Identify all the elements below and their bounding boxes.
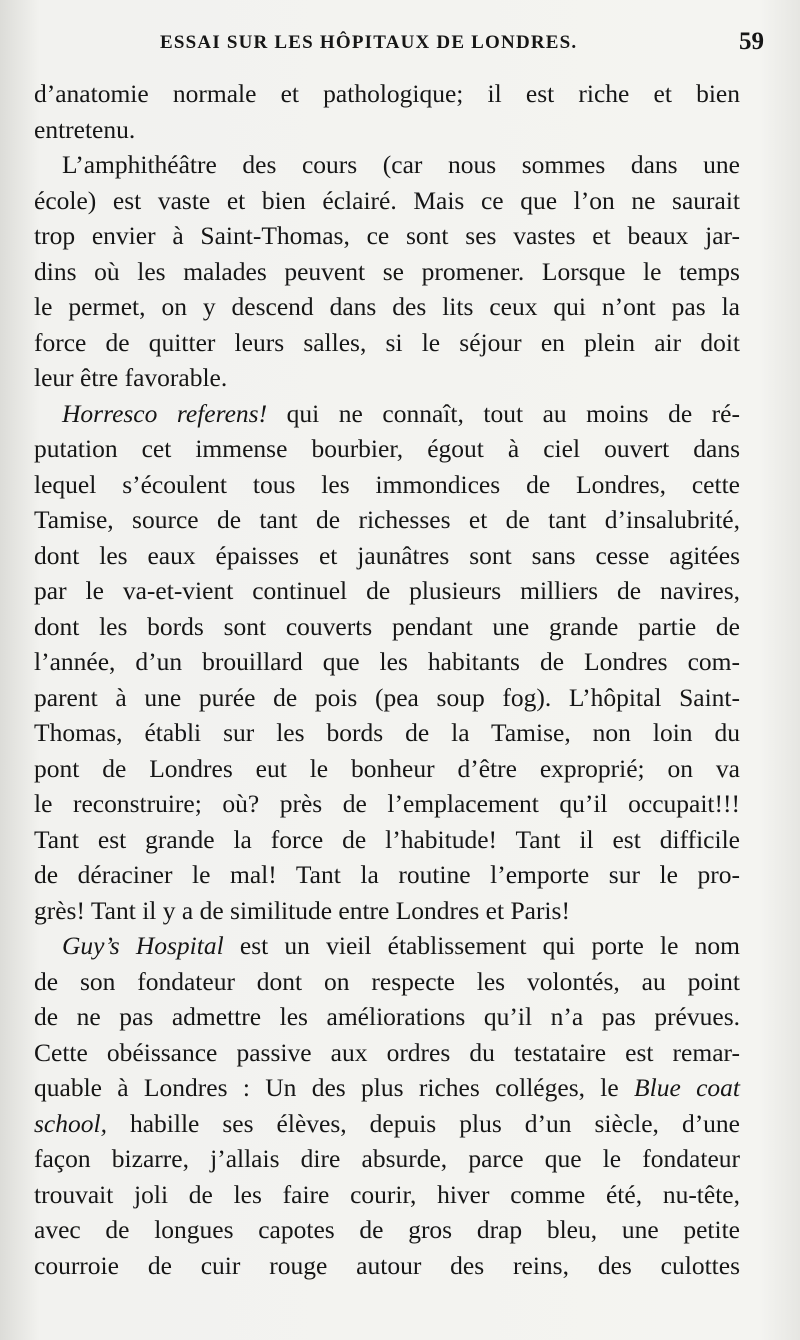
- text-line: [34, 822, 740, 858]
- text-segment: entretenu.: [34, 114, 136, 144]
- text-line: [34, 467, 740, 503]
- page-header: [0, 28, 800, 72]
- text-segment: L’amphithéâtre des cours (car nous sommes dans une: [62, 150, 740, 179]
- text-line: [34, 751, 740, 787]
- text-segment: leur être favorable.: [34, 363, 228, 392]
- text-line: [34, 1141, 740, 1177]
- text-line: [34, 1212, 740, 1248]
- text-segment: l’année, d’un brouillard que les habitants de Londres com-: [34, 647, 740, 676]
- body-text: [34, 76, 740, 1283]
- text-line: [34, 857, 740, 893]
- text-line: [34, 502, 740, 538]
- text-line: [34, 715, 740, 751]
- italic-text: Guy’s Hospital: [62, 931, 224, 960]
- text-line: [34, 1070, 740, 1106]
- text-line: [34, 76, 740, 112]
- text-line: [34, 999, 740, 1035]
- text-segment: dont les bords sont couverts pendant une grande partie de: [34, 611, 740, 641]
- text-segment: école) est vaste et bien éclairé. Mais ce que l’on ne saurait: [34, 185, 740, 215]
- text-line: [34, 1177, 740, 1213]
- text-segment: Tant est grande la force de l’habitude! Tant il est difficile: [34, 824, 740, 854]
- text-line: [34, 325, 740, 361]
- text-line: [34, 1035, 740, 1071]
- text-line: [34, 183, 740, 219]
- text-line: [34, 609, 740, 645]
- text-segment: habille ses élèves, depuis plus d’un siècle, d’une: [106, 1108, 740, 1138]
- text-segment: de ne pas admettre les améliorations qu’il n’a pas prévues.: [34, 1002, 740, 1031]
- text-segment: est un vieil établissement qui porte le nom: [223, 931, 740, 960]
- text-segment: dins où les malades peuvent se promener. Lorsque le temps: [34, 256, 740, 286]
- text-segment: de son fondateur dont on respecte les volontés, au point: [34, 966, 740, 996]
- text-line: [34, 431, 740, 467]
- text-segment: d’anatomie normale et pathologique; il est riche et bien: [34, 79, 740, 108]
- text-segment: dont les eaux épaisses et jaunâtres sont sans cesse agitées: [34, 540, 740, 570]
- text-line: [34, 644, 740, 680]
- text-segment: Tamise, source de tant de richesses et de tant d’insalubrité,: [34, 505, 740, 534]
- text-segment: trop envier à Saint-Thomas, ce sont ses vastes et beaux jar-: [34, 221, 740, 250]
- text-segment: Thomas, établi sur les bords de la Tamise, non loin du: [34, 718, 740, 747]
- text-line: [34, 112, 740, 148]
- text-segment: pont de Londres eut le bonheur d’être exproprié; on va: [34, 753, 740, 783]
- text-line: [34, 254, 740, 290]
- italic-text: Horresco referens!: [62, 398, 268, 428]
- text-segment: avec de longues capotes de gros drap bleu, une petite: [34, 1215, 740, 1244]
- text-segment: le reconstruire; où? près de l’emplacement qu’il occupait!!!: [34, 789, 740, 818]
- text-segment: quable à Londres : Un des plus riches colléges, le: [34, 1073, 635, 1102]
- text-segment: force de quitter leurs salles, si le séjour en plein air doit: [34, 327, 740, 357]
- running-title: ESSAI SUR LES HÔPITAUX DE LONDRES.: [160, 32, 578, 53]
- text-segment: Cette obéissance passive aux ordres du testataire est remar-: [34, 1037, 740, 1067]
- text-segment: courroie de cuir rouge autour des reins, des culottes: [34, 1250, 740, 1280]
- text-line: [34, 893, 740, 929]
- text-line: [34, 289, 740, 325]
- text-segment: qui ne connaît, tout au moins de ré-: [267, 398, 740, 428]
- text-segment: putation cet immense bourbier, égout à ciel ouvert dans: [34, 434, 740, 463]
- text-segment: par le va-et-vient continuel de plusieurs milliers de navires,: [34, 576, 740, 605]
- text-line: [34, 573, 740, 609]
- italic-text: school,: [34, 1108, 107, 1138]
- text-line: [34, 928, 740, 964]
- page-number: 59: [739, 28, 764, 55]
- text-segment: grès! Tant il y a de similitude entre Londres et Paris!: [34, 895, 570, 925]
- text-segment: lequel s’écoulent tous les immondices de Londres, cette: [34, 469, 740, 499]
- text-segment: le permet, on y descend dans des lits ceux qui n’ont pas la: [34, 292, 740, 321]
- text-line: [34, 360, 740, 396]
- text-segment: parent à une purée de pois (pea soup fog). L’hôpital Saint-: [34, 682, 740, 712]
- text-line: [34, 538, 740, 574]
- text-line: [34, 1248, 740, 1284]
- text-line: [34, 218, 740, 254]
- text-line: [34, 396, 740, 432]
- text-line: [34, 964, 740, 1000]
- text-line: [34, 147, 740, 183]
- text-segment: trouvait joli de les faire courir, hiver comme été, nu-tête,: [34, 1179, 740, 1209]
- text-line: [34, 1106, 740, 1142]
- text-line: [34, 786, 740, 822]
- text-line: [34, 680, 740, 716]
- text-segment: façon bizarre, j’allais dire absurde, parce que le fondateur: [34, 1144, 740, 1173]
- text-segment: de déraciner le mal! Tant la routine l’emporte sur le pro-: [34, 860, 740, 889]
- italic-text: Blue coat: [634, 1073, 741, 1102]
